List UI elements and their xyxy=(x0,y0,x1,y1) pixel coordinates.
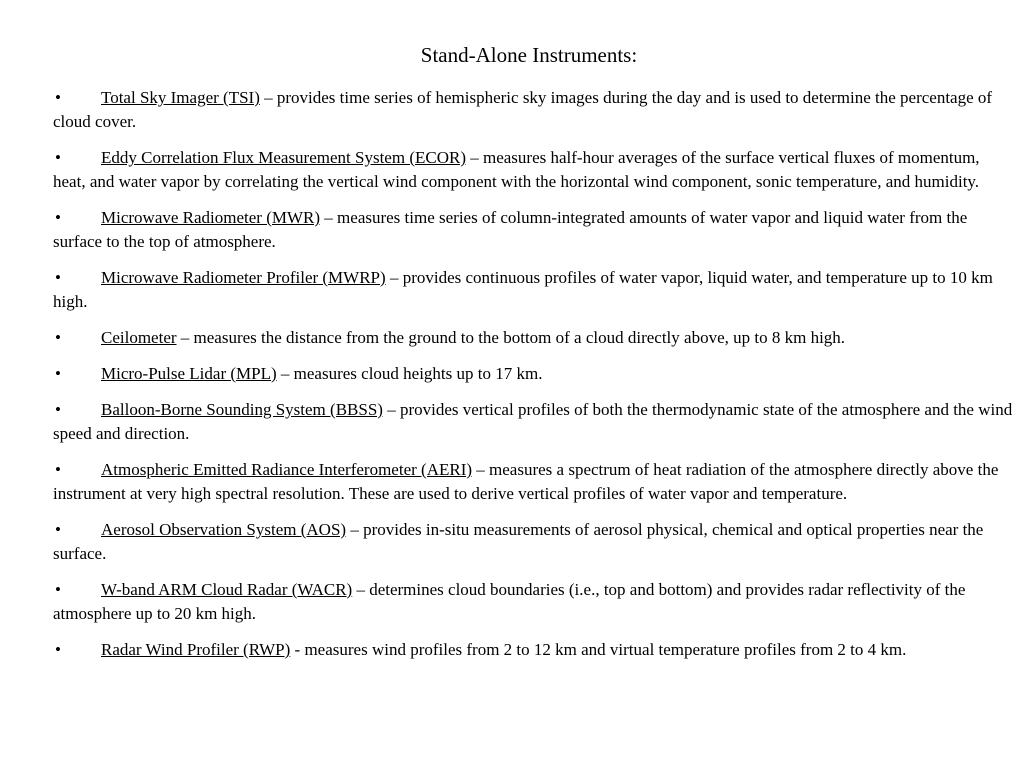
instrument-description: – measures half-hour averages of the surface vertical fluxes of momentum, heat, and water vapor by correlating the vertical wind component with the horizontal wind component, sonic temperature, and humidity. xyxy=(53,148,980,191)
instrument-name: W-band ARM Cloud Radar (WACR) xyxy=(101,580,353,599)
list-item xyxy=(53,326,1013,350)
instrument-description: – provides continuous profiles of water vapor, liquid water, and temperature up to 10 km high. xyxy=(53,268,993,311)
instrument-name: Radar Wind Profiler (RWP) xyxy=(101,640,291,659)
bullet-icon: • xyxy=(55,364,61,383)
list-item xyxy=(53,398,1013,446)
instrument-description: – provides in-situ measurements of aerosol physical, chemical and optical properties near the surface. xyxy=(53,520,984,563)
instrument-description: - measures wind profiles from 2 to 12 km and virtual temperature profiles from 2 to 4 km. xyxy=(290,640,907,659)
instrument-name: Atmospheric Emitted Radiance Interferometer (AERI) xyxy=(101,460,473,479)
list-item xyxy=(53,458,1013,506)
instrument-name: Ceilometer xyxy=(101,328,177,347)
bullet-icon: • xyxy=(55,400,61,419)
bullet-icon: • xyxy=(55,268,61,287)
list-item xyxy=(53,206,1013,254)
list-item xyxy=(53,518,1013,566)
instrument-description: – provides vertical profiles of both the thermodynamic state of the atmosphere and the wind speed and direction. xyxy=(53,400,1013,443)
list-item xyxy=(53,578,1013,626)
instrument-list xyxy=(53,86,1013,674)
bullet-icon: • xyxy=(55,640,61,659)
instrument-name: Eddy Correlation Flux Measurement System (ECOR) xyxy=(101,148,466,167)
bullet-icon: • xyxy=(55,580,61,599)
list-item xyxy=(53,362,1013,386)
instrument-name: Aerosol Observation System (AOS) xyxy=(101,520,347,539)
list-item xyxy=(53,146,1013,194)
bullet-icon: • xyxy=(55,88,61,107)
instrument-description: – provides time series of hemispheric sky images during the day and is used to determine the percentage of cloud cover. xyxy=(53,88,993,131)
instrument-name: Microwave Radiometer (MWR) xyxy=(101,208,321,227)
bullet-icon: • xyxy=(55,520,61,539)
instrument-description: – measures the distance from the ground to the bottom of a cloud directly above, up to 8 km high. xyxy=(176,328,846,347)
bullet-icon: • xyxy=(55,208,61,227)
bullet-icon: • xyxy=(55,460,61,479)
instrument-description: – measures time series of column-integrated amounts of water vapor and liquid water from the surface to the top of atmosphere. xyxy=(53,208,968,251)
instrument-name: Microwave Radiometer Profiler (MWRP) xyxy=(101,268,386,287)
bullet-icon: • xyxy=(55,328,61,347)
instrument-description: – measures cloud heights up to 17 km. xyxy=(276,364,543,383)
page-title: Stand-Alone Instruments: xyxy=(420,43,638,67)
instrument-name: Micro-Pulse Lidar (MPL) xyxy=(101,364,277,383)
list-item xyxy=(53,266,1013,314)
instrument-name: Total Sky Imager (TSI) xyxy=(101,88,260,107)
instrument-description: – measures a spectrum of heat radiation of the atmosphere directly above the instrument at very high spectral resolution. These are used to derive vertical profiles of water vapor and temperature. xyxy=(53,460,999,503)
list-item xyxy=(53,86,1013,134)
bullet-icon: • xyxy=(55,148,61,167)
instrument-name: Balloon-Borne Sounding System (BBSS) xyxy=(101,400,383,419)
instrument-description: – determines cloud boundaries (i.e., top and bottom) and provides radar reflectivity of the atmosphere up to 20 km high. xyxy=(53,580,966,623)
list-item xyxy=(53,638,1013,662)
